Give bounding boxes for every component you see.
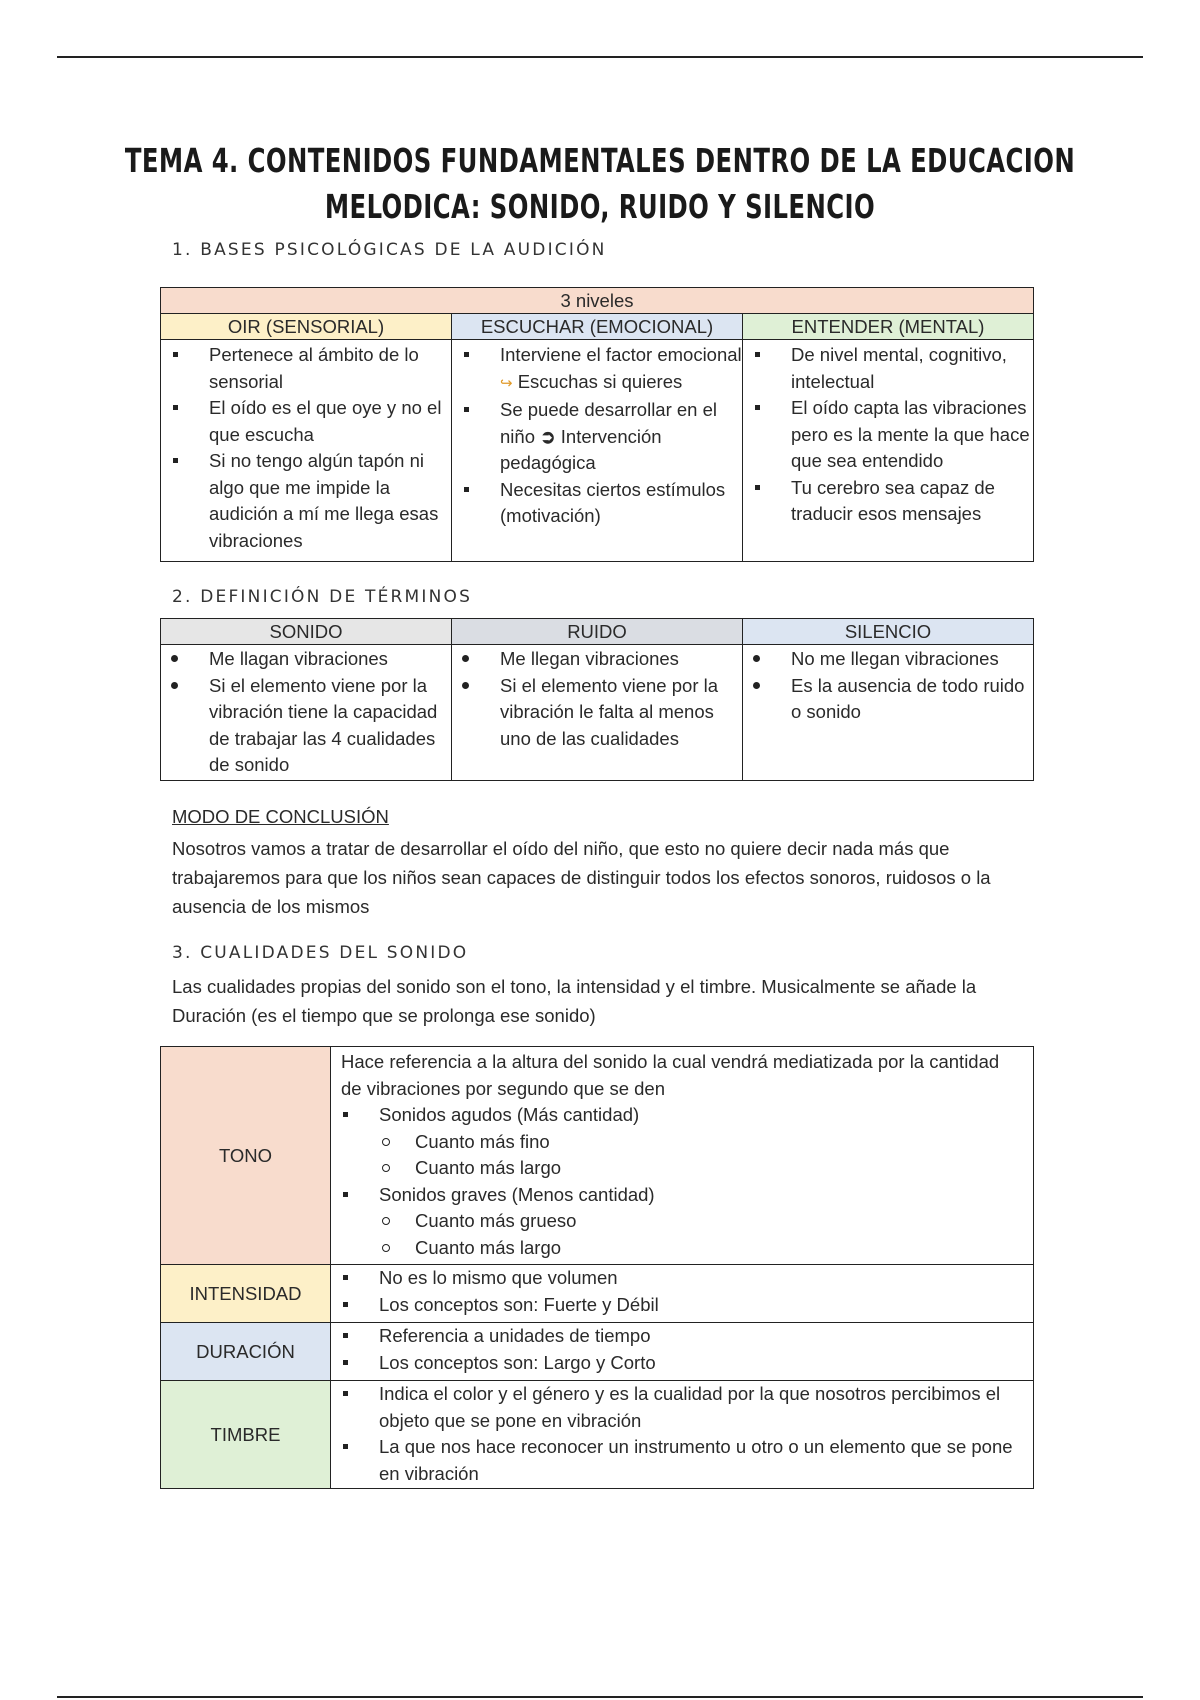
list-item: Los conceptos son: Fuerte y Débil [331,1292,1033,1319]
levels-table [160,287,1034,562]
label-tono: TONO [161,1047,331,1265]
levels-table-title: 3 niveles [161,288,1034,314]
list-item: Indica el color y el género y es la cualidad por la que nosotros percibimos el objeto que se pone en vibración [331,1381,1033,1434]
label-intensidad: INTENSIDAD [161,1265,331,1323]
conclusion-heading: MODO DE CONCLUSIÓN [172,806,389,827]
list-item: Me llegan vibraciones [452,646,742,673]
cell-entender [743,340,1034,562]
cell-ruido [452,645,743,781]
bottom-rule [57,1696,1143,1698]
list-item: Sonidos agudos (Más cantidad) Cuanto más fino Cuanto más largo [331,1102,1033,1182]
list-item: Los conceptos son: Largo y Corto [331,1350,1033,1377]
list-item: El oído capta las vibraciones pero es la mente la que hace que sea entendido [743,395,1033,475]
list-item: Se puede desarrollar en el niño ➲ Intervención pedagógica [452,397,742,477]
list-item: Me llagan vibraciones [161,646,451,673]
list-item: Pertenece al ámbito de lo sensorial [161,342,451,395]
cell-duracion [331,1323,1034,1381]
list-item: De nivel mental, cognitivo, intelectual [743,342,1033,395]
list-item: Cuanto más largo [379,1235,1033,1262]
list-item: Tu cerebro sea capaz de traducir esos mensajes [743,475,1033,528]
header-oir: OIR (SENSORIAL) [161,314,452,340]
terms-table [160,618,1034,781]
page-title [108,138,1092,230]
list-item: No me llegan vibraciones [743,646,1033,673]
section-2-heading: 2. DEFINICIÓN DE TÉRMINOS [172,587,473,607]
cell-intensidad [331,1265,1034,1323]
section-3-intro: Las cualidades propias del sonido son el tono, la intensidad y el timbre. Musicalmente se añade la Duración (es el tiempo que se prolonga ese sonido) [172,976,977,1026]
list-item: Si el elemento viene por la vibración tiene la capacidad de trabajar las 4 cualidades de sonido [161,673,451,779]
list-item: Si no tengo algún tapón ni algo que me impide la audición a mí me llega esas vibraciones [161,448,451,554]
qualities-table [160,1046,1034,1489]
title-line-1: TEMA 4. CONTENIDOS FUNDAMENTALES DENTRO DE LA EDUCACION [124,141,1076,180]
cell-escuchar [452,340,743,562]
arrow-circle-icon: ➲ [540,425,556,447]
header-escuchar: ESCUCHAR (EMOCIONAL) [452,314,743,340]
label-timbre: TIMBRE [161,1381,331,1489]
label-duracion: DURACIÓN [161,1323,331,1381]
list-item: Interviene el factor emocional ↪ Escuchas si quieres [452,342,742,397]
header-silencio: SILENCIO [743,619,1034,645]
list-item: No es lo mismo que volumen [331,1265,1033,1292]
header-ruido: RUIDO [452,619,743,645]
header-sonido: SONIDO [161,619,452,645]
list-item: Sonidos graves (Menos cantidad) Cuanto más grueso Cuanto más largo [331,1182,1033,1262]
tono-intro: Hace referencia a la altura del sonido la cual vendrá mediatizada por la cantidad de vibraciones por segundo que se den [341,1051,1000,1099]
top-rule [57,56,1143,58]
cell-silencio [743,645,1034,781]
list-item: Si el elemento viene por la vibración le falta al menos uno de las cualidades [452,673,742,753]
cell-oir [161,340,452,562]
list-item: Cuanto más fino [379,1129,1033,1156]
return-arrow-icon: ↪ [500,374,513,392]
list-item: El oído es el que oye y no el que escucha [161,395,451,448]
cell-tono [331,1047,1034,1265]
list-item: La que nos hace reconocer un instrumento u otro o un elemento que se pone en vibración [331,1434,1033,1487]
conclusion-text: Nosotros vamos a tratar de desarrollar el oído del niño, que esto no quiere decir nada más que trabajaremos para que los niños sean capaces de distinguir todos los efectos sonoros, ruidosos o la ausencia de los mismos [172,838,991,917]
list-item: Cuanto más largo [379,1155,1033,1182]
list-item: Referencia a unidades de tiempo [331,1323,1033,1350]
section-1-heading: 1. BASES PSICOLÓGICAS DE LA AUDICIÓN [172,240,607,260]
cell-timbre [331,1381,1034,1489]
header-entender: ENTENDER (MENTAL) [743,314,1034,340]
list-item: Necesitas ciertos estímulos (motivación) [452,477,742,530]
cell-sonido [161,645,452,781]
section-3-heading: 3. CUALIDADES DEL SONIDO [172,943,469,963]
title-line-2: MELODICA: SONIDO, RUIDO Y SILENCIO [324,187,876,226]
list-item: Cuanto más grueso [379,1208,1033,1235]
list-item: Es la ausencia de todo ruido o sonido [743,673,1033,726]
